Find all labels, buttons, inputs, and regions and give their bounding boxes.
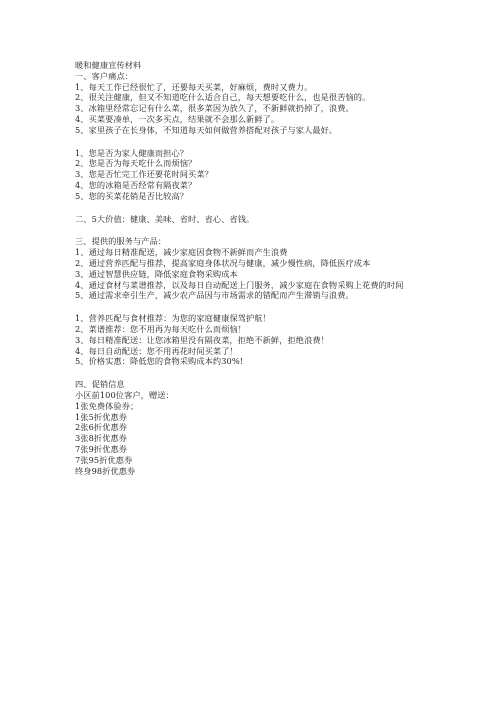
spacer xyxy=(75,136,475,148)
benefit-item: 2、菜谱推荐：您不用再为每天吃什么而烦恼！ xyxy=(75,323,247,334)
pain-point-item: 3、冰箱里经常忘记有什么菜，很多菜因为放久了，不新鲜就扔掉了，浪费。 xyxy=(75,103,354,114)
coupon-item: 7张9折优惠券 xyxy=(75,443,128,454)
pain-point-item: 2、很关注健康，但又不知道吃什么适合自己，每天想要吃什么，也是很苦恼的。 xyxy=(75,92,371,103)
question-item: 3、您是否忙完工作还要花时间买菜？ xyxy=(75,169,213,180)
benefit-item: 1、营养匹配与食材推荐：为您的家庭健康保驾护航！ xyxy=(75,313,271,324)
spacer xyxy=(75,367,475,379)
coupon-item: 3张8折优惠券 xyxy=(75,433,128,444)
service-item: 1、通过每日精准配送，减少家庭因食物不新鲜而产生浪费 xyxy=(75,247,288,258)
section-heading-values: 二、5大价值：健康、美味、省时、省心、省钱。 xyxy=(75,213,255,224)
question-item: 1、您是否为家人健康而担心？ xyxy=(75,147,189,158)
question-item: 2、您是否为每天吃什么而烦恼？ xyxy=(75,158,197,169)
promotion-subheading: 小区前100位客户，赠送： xyxy=(75,389,174,400)
section-heading-promotion: 四、促销信息 xyxy=(75,379,125,390)
document-body xyxy=(75,60,475,476)
benefit-item: 3、每日精准配送：让您冰箱里没有隔夜菜，拒绝不新鲜，拒绝浪费！ xyxy=(75,334,329,345)
coupon-item: 1张5折优惠券 xyxy=(75,411,128,422)
pain-point-item: 5、家里孩子在长身体，不知道每天如何做营养搭配对孩子与家人最好。 xyxy=(75,124,338,135)
coupon-item: 终身98折优惠券 xyxy=(75,465,136,476)
benefit-item: 4、每日自动配送：您不用再花时间买菜了！ xyxy=(75,345,238,356)
question-item: 5、您的买菜花销是否比较高？ xyxy=(75,190,189,201)
benefit-item: 5、价格实惠：降低您的食物采购成本约30%! xyxy=(75,356,244,367)
service-item: 3、通过智慧供应链，降低家庭食物采购成本 xyxy=(75,268,238,279)
pain-point-item: 1、每天工作已经很忙了，还要每天买菜，好麻烦，费时又费力。 xyxy=(75,81,313,92)
section-heading-services: 三、提供的服务与产品： xyxy=(75,236,167,247)
service-item: 4、通过食材与菜谱推荐，以及每日自动配送上门服务，减少家庭在食物采购上花费的时间 xyxy=(75,279,404,290)
pain-point-item: 4、买菜要凑单，一次多买点，结果就不会那么新鲜了。 xyxy=(75,113,280,124)
section-heading-pain-points: 一、客户痛点： xyxy=(75,70,134,81)
service-item: 5、通过需求牵引生产，减少农产品因与市场需求的错配而产生滞销与浪费。 xyxy=(75,290,354,301)
question-item: 4、您的冰箱是否经常有隔夜菜？ xyxy=(75,179,197,190)
spacer xyxy=(75,202,475,214)
spacer xyxy=(75,224,475,236)
coupon-item: 2张6折优惠券 xyxy=(75,422,128,433)
coupon-item: 1张免费体验券； xyxy=(75,400,139,411)
document-title: 暖和健康宣传材料 xyxy=(75,60,142,70)
spacer xyxy=(75,301,475,313)
coupon-item: 7张95折优惠券 xyxy=(75,454,133,465)
service-item: 2、通过营养匹配与推荐，提高家庭身体状况与健康，减少慢性病，降低医疗成本 xyxy=(75,257,371,268)
